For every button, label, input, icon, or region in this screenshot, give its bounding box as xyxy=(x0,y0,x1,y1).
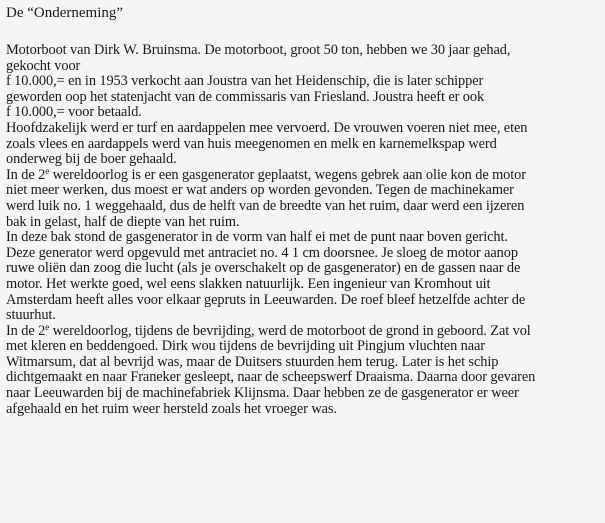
text-line: met kleren en beddengoed. Dirk wou tijdens de bevrijding uit Pingjum vluchten naar xyxy=(6,338,485,355)
text-line: naar Leeuwarden bij de machinefabriek Klijnsma. Daar hebben ze de gasgenerator er weer xyxy=(6,385,519,402)
text-line: Deze generator werd opgevuld met antraciet no. 4 1 cm doorsnee. Je sloeg de motor aanop xyxy=(6,244,518,261)
text-line xyxy=(6,321,603,340)
text-line xyxy=(6,165,603,184)
text-line: bak in gelast, half de diepte van het ruim. xyxy=(6,213,240,230)
document-title: De “Onderneming” xyxy=(6,5,124,21)
text-line: ruwe oliën dan zoog die lucht (als je overschakelt op de gasgenerator) en de gassen naar de xyxy=(6,260,521,277)
ordinal-superscript: e xyxy=(45,321,50,332)
text-line: Witmarsum, dat al bevrijd was, maar de Duitsers stuurden hem terug. Later is het schip xyxy=(6,353,499,370)
text-segment: In de 2 xyxy=(6,166,46,183)
text-line: Hoofdzakelijk werd er turf en aardappelen mee vervoerd. De vrouwen voeren niet mee, eten xyxy=(6,119,528,136)
text-line: onderweg bij de boer gehaald. xyxy=(6,151,177,168)
text-line: werd luik no. 1 weggehaald, dus de helft van de breedte van het ruim, daar werd een ijzeren xyxy=(6,197,525,214)
text-line: In deze bak stond de gasgenerator in de vorm van half ei met de punt naar boven gericht. xyxy=(6,229,508,246)
text-line: dichtgemaakt en naar Franeker gesleept, naar de scheepswerf Draaisma. Daarna door gevaren xyxy=(6,369,536,386)
text-segment: In de 2 xyxy=(6,322,46,339)
ordinal-superscript: e xyxy=(45,165,50,176)
text-line: Motorboot van Dirk W. Bruinsma. De motorboot, groot 50 ton, hebben we 30 jaar gehad, xyxy=(6,42,511,58)
text-line: niet meer werken, dus moest er wat anders op worden gevonden. Tegen de machinekamer xyxy=(6,182,514,199)
text-line: gekocht voor xyxy=(6,57,81,74)
text-line: zoals vlees en aardappels werd van huis meegenomen en melk en karnemelkspap werd xyxy=(6,135,497,152)
text-line: geworden oop het statenjacht van de commissaris van Friesland. Joustra heeft er ook xyxy=(6,88,485,105)
text-line: stuurhut. xyxy=(6,307,56,324)
text-line: f 10.000,= voor betaald. xyxy=(6,104,142,121)
text-line: f 10.000,= en in 1953 verkocht aan Joustra van het Heidenschip, die is later schipper xyxy=(6,73,484,90)
text-line: afgehaald en het ruim weer hersteld zoals het vroeger was. xyxy=(6,400,337,417)
text-line: Amsterdam heeft alles voor elkaar gepruts in Leeuwarden. De roef bleef hetzelfde achter de xyxy=(6,291,526,308)
text-line: motor. Het werkte goed, wel eens slakken natuurlijk. Een ingenieur van Kromhout uit xyxy=(6,275,491,292)
text-segment: wereldoorlog, tijdens de bevrijding, werd de motorboot de grond in geboord. Zat vol xyxy=(49,322,531,339)
document-body xyxy=(6,43,604,417)
text-segment: wereldoorlog is er een gasgenerator geplaatst, wegens gebrek aan olie kon de motor xyxy=(49,166,526,183)
